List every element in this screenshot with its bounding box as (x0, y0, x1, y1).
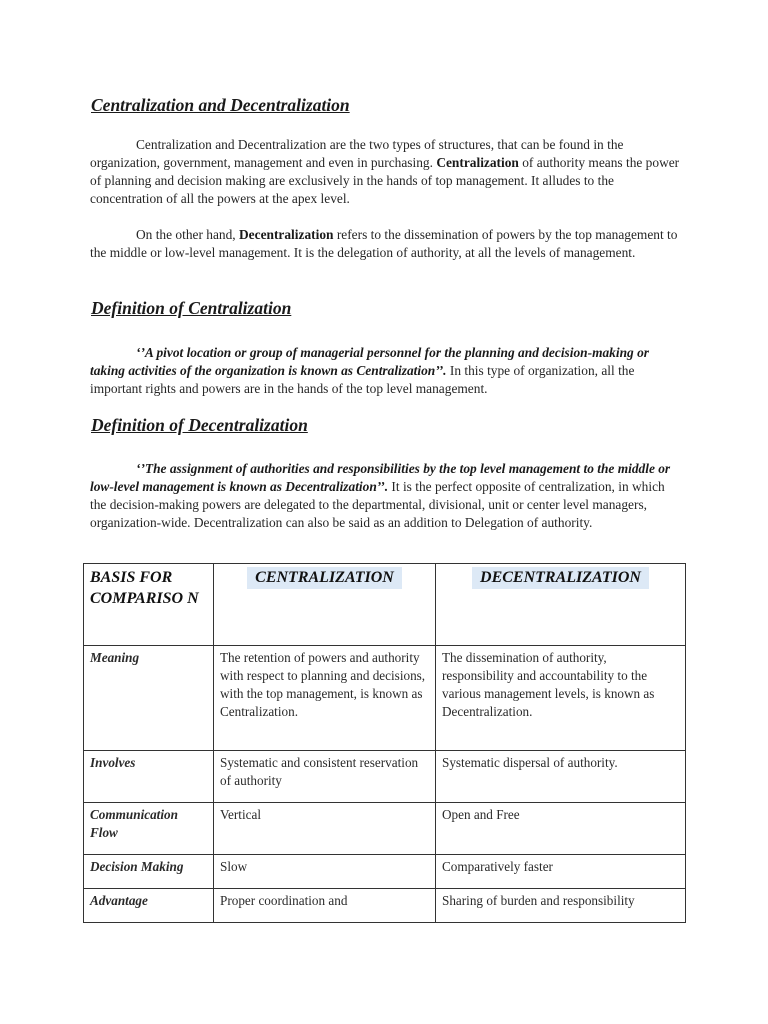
centralization-cell: Proper coordination and (214, 889, 436, 923)
header-centralization-cell (214, 564, 436, 646)
table-row (84, 646, 686, 751)
table-row (84, 855, 686, 889)
row-label: Advantage (84, 889, 214, 923)
header-basis-cell (84, 564, 214, 646)
table-row (84, 803, 686, 855)
header-decentralization: DECENTRALIZATION (472, 567, 649, 589)
decentralization-definition-quote: ‘’The assignment of authorities and responsibilities by the top level management to the middle or low-level management is known as Decentralization’’. (90, 461, 671, 494)
row-label: Communication Flow (84, 803, 214, 855)
intro-p2-text-a: On the other hand, (136, 227, 240, 242)
centralization-definition-paragraph (90, 344, 680, 398)
decentralization-cell: The dissemination of authority, responsibility and accountability to the various management levels, is known as Decentralization. (436, 646, 686, 751)
intro-p1-text-b: of authority means the power of planning and decision making are exclusively in the hands of top management. It alludes to the concentration of all the powers at the apex level. (90, 155, 680, 206)
intro-p2-bold: Decentralization (239, 227, 334, 242)
page-title: Centralization and Decentralization (91, 95, 350, 115)
table-row (84, 889, 686, 923)
centralization-cell: Slow (214, 855, 436, 889)
table-header-row (84, 564, 686, 646)
table-row (84, 751, 686, 803)
intro-p1-bold: Centralization (436, 155, 519, 170)
intro-paragraph-1 (90, 136, 680, 208)
decentralization-definition-paragraph (90, 460, 680, 532)
centralization-definition-quote: ‘’A pivot location or group of managerial personnel for the planning and decision-making or taking activities of the organization is known as Centralization’’. (90, 345, 649, 378)
header-centralization: CENTRALIZATION (247, 567, 402, 589)
row-label: Involves (84, 751, 214, 803)
centralization-definition-text: In this type of organization, all the important rights and powers are in the hands of the top level management. (90, 363, 635, 396)
header-basis: BASIS FOR COMPARISO N (90, 569, 199, 607)
intro-p1-text-a: Centralization and Decentralization are the two types of structures, that can be found in the organization, government, management and even in purchasing. (90, 137, 624, 170)
header-decentralization-cell (436, 564, 686, 646)
row-label: Meaning (84, 646, 214, 751)
centralization-definition-heading: Definition of Centralization (91, 298, 292, 318)
decentralization-definition-text: It is the perfect opposite of centralization, in which the decision-making powers are delegated to the departmental, divisional, unit or center level managers, organization-wide. Decentralization can also be said as an addition to Delegation of authority. (90, 479, 665, 530)
centralization-cell: Vertical (214, 803, 436, 855)
decentralization-cell: Systematic dispersal of authority. (436, 751, 686, 803)
intro-p2-text-b: refers to the dissemination of powers by the top management to the middle or low-level management. It is the delegation of authority, at all the levels of management. (90, 227, 678, 260)
decentralization-cell: Comparatively faster (436, 855, 686, 889)
centralization-cell: The retention of powers and authority with respect to planning and decisions, with the top management, is known as Centralization. (214, 646, 436, 751)
decentralization-definition-heading: Definition of Decentralization (91, 415, 308, 435)
centralization-cell: Systematic and consistent reservation of authority (214, 751, 436, 803)
intro-paragraph-2 (90, 226, 680, 262)
row-label: Decision Making (84, 855, 214, 889)
decentralization-cell: Sharing of burden and responsibility (436, 889, 686, 923)
decentralization-cell: Open and Free (436, 803, 686, 855)
comparison-table (83, 563, 686, 923)
